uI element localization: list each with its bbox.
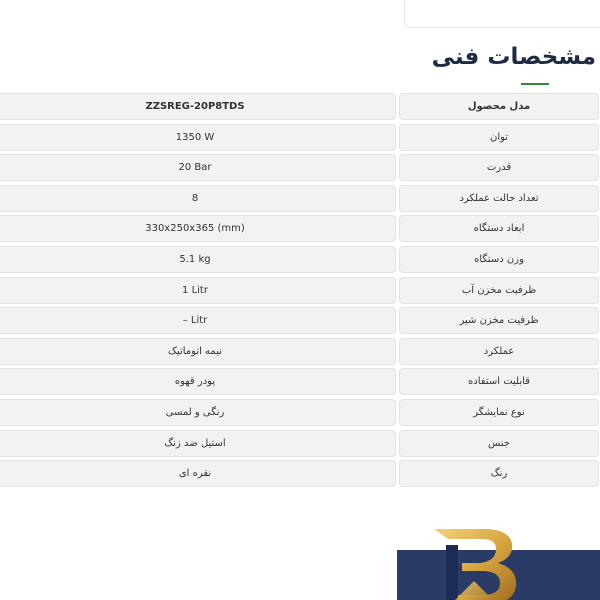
spec-value: – Litr xyxy=(0,307,396,334)
spec-label: نوع نمایشگر xyxy=(399,399,599,426)
spec-value: 1350 W xyxy=(0,124,396,151)
spec-row xyxy=(0,277,600,305)
spec-label: ظرفیت مخزن آب xyxy=(399,277,599,304)
spec-value: 1 Litr xyxy=(0,277,396,304)
spec-label: ظرفیت مخزن شیر xyxy=(399,307,599,334)
spec-value: ZZSREG-20P8TDS xyxy=(0,93,396,120)
spec-label: وزن دستگاه xyxy=(399,246,599,273)
spec-row xyxy=(0,307,600,335)
specs-table xyxy=(0,93,600,491)
title-underline xyxy=(521,83,549,85)
spec-row xyxy=(0,93,600,121)
spec-value: 20 Bar xyxy=(0,154,396,181)
spec-row xyxy=(0,460,600,488)
spec-value: استیل ضد زنگ xyxy=(0,430,396,457)
spec-value: 5.1 kg xyxy=(0,246,396,273)
section-title: مشخصات فنی xyxy=(431,44,596,70)
spec-row xyxy=(0,430,600,458)
spec-value: نیمه اتوماتیک xyxy=(0,338,396,365)
spec-row xyxy=(0,399,600,427)
spec-value: نقره ای xyxy=(0,460,396,487)
spec-label: تعداد حالت عملکرد xyxy=(399,185,599,212)
spec-value: پودر قهوه xyxy=(0,368,396,395)
spec-label: مدل محصول xyxy=(399,93,599,120)
spec-label: عملکرد xyxy=(399,338,599,365)
spec-row xyxy=(0,215,600,243)
spec-label: رنگ xyxy=(399,460,599,487)
spec-label: قدرت xyxy=(399,154,599,181)
spec-row xyxy=(0,154,600,182)
top-content-box xyxy=(404,0,600,28)
spec-row xyxy=(0,124,600,152)
brand-b-logo-icon xyxy=(428,525,524,600)
spec-row xyxy=(0,246,600,274)
spec-label: قابلیت استفاده xyxy=(399,368,599,395)
spec-row xyxy=(0,368,600,396)
spec-row xyxy=(0,338,600,366)
spec-row xyxy=(0,185,600,213)
spec-label: توان xyxy=(399,124,599,151)
spec-value: 8 xyxy=(0,185,396,212)
spec-label: جنس xyxy=(399,430,599,457)
spec-value: رنگی و لمسی xyxy=(0,399,396,426)
spec-label: ابعاد دستگاه xyxy=(399,215,599,242)
spec-value: 330x250x365 (mm) xyxy=(0,215,396,242)
